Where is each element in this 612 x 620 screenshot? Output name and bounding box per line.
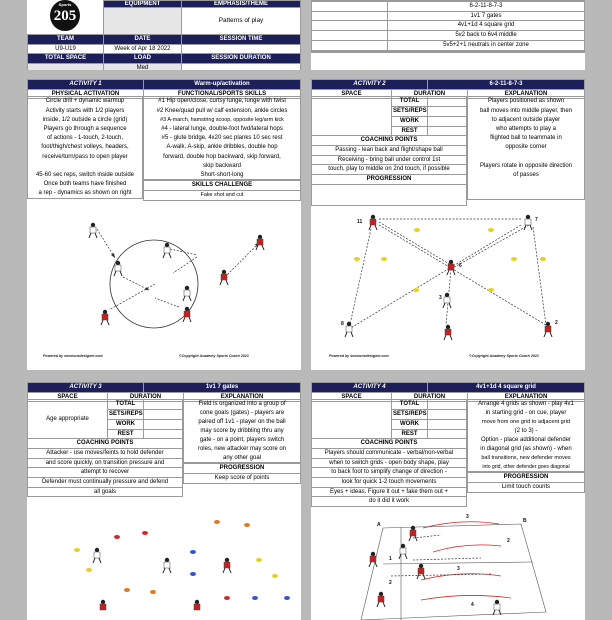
rest-label: REST	[392, 126, 428, 136]
session-time-label: SESSION TIME	[182, 35, 301, 45]
player-icon	[101, 310, 109, 325]
load-label: LOAD	[104, 54, 182, 64]
activity-1-name: Warm-up/activation	[144, 80, 301, 90]
activity-3-explanation: Field is organized into a group of cone goals (gates) - players are paired off 1v1 - player on the ball may score by dribbling thru any gate - on a point, players switch roles, new attacker may score on any other goal	[183, 399, 301, 463]
player-icon	[194, 600, 200, 610]
equipment-header: EQUIPMENT	[104, 1, 182, 8]
player-icon	[163, 558, 171, 573]
coaching-line: Players should communicate - verbal/non-verbal	[312, 448, 467, 458]
rest-label: REST	[108, 429, 144, 439]
header-left	[27, 0, 301, 70]
grid-label: 4	[471, 602, 474, 608]
activity-1-title: ACTIVITY 1	[28, 80, 144, 90]
plan-line: 6-2-11-8-7-3	[388, 2, 585, 12]
coaching-points-label: COACHING POINTS	[312, 439, 467, 449]
progression-label: PROGRESSION	[184, 464, 301, 474]
rest-label: REST	[392, 429, 428, 439]
plan-line: 5v5+2+1 neutrals in center zone	[388, 40, 585, 50]
activity-3-panel	[27, 382, 301, 620]
players	[89, 223, 264, 325]
credit-left: Powered by sessionsdesigner.com	[43, 354, 103, 358]
total-label: TOTAL	[392, 400, 428, 410]
total-space-label: TOTAL SPACE	[28, 54, 104, 64]
session-time-value	[182, 44, 301, 54]
position-label: 6	[459, 263, 462, 269]
coaching-line: look for quick 1-2 touch movements	[312, 478, 467, 488]
players	[369, 526, 501, 615]
grid-label: 2	[389, 580, 392, 586]
position-label: 2	[555, 320, 558, 326]
session-duration-label: SESSION DURATION	[182, 54, 301, 64]
header-info-table	[27, 34, 301, 70]
coaching-points-label: COACHING POINTS	[312, 136, 467, 146]
duration-label: DURATION	[108, 392, 184, 402]
activity-3-title: ACTIVITY 3	[28, 383, 144, 393]
logo-top-text: Sports	[58, 2, 72, 7]
skills-challenge-value: Fake shot and cut	[144, 191, 301, 201]
sets-label: SETS/REPS	[392, 410, 428, 420]
work-label: WORK	[392, 116, 428, 126]
players	[93, 548, 231, 610]
coaching-line: to back foot to simplify change of direction -	[312, 468, 467, 478]
credit-right: ©Copyright Academy Sports Coach 2021	[469, 354, 539, 358]
coaching-line: Receiving - bring ball under control 1st	[312, 155, 467, 165]
coaching-line: all goals	[28, 487, 183, 497]
header-top-table	[103, 0, 301, 36]
grid-label: 2	[507, 538, 510, 544]
activity-4-diagram	[321, 510, 577, 620]
credit-right: ©Copyright Academy Sports Coach 2021	[179, 354, 249, 358]
duration-label: DURATION	[392, 392, 468, 402]
coaching-line: attempt to recover	[28, 468, 183, 478]
player-icon	[89, 223, 97, 238]
activity-4-name: 4v1+1d 4 square grid	[428, 383, 585, 393]
emphasis-header: EMPHASIS/THEME	[182, 1, 301, 8]
player-icon	[399, 544, 407, 559]
coaching-line: do it did it work	[312, 497, 467, 507]
functional-skills-label: FUNCTIONAL/SPORTS SKILLS	[144, 89, 301, 99]
player-icon	[93, 548, 101, 563]
coaching-line: Attacker - use moves/feints to hold defender	[28, 448, 183, 458]
coaching-line: Defender must continually pressure and defend	[28, 478, 183, 488]
emphasis-value: Patterns of play	[182, 8, 301, 36]
player-icon	[369, 215, 377, 230]
player-icon	[183, 286, 191, 301]
date-label: DATE	[104, 35, 182, 45]
load-value: Med	[104, 64, 182, 70]
progression-value: Keep score of points	[184, 474, 301, 484]
player-icon	[223, 558, 231, 573]
activity-4-title: ACTIVITY 4	[312, 383, 428, 393]
player-icon	[417, 564, 425, 579]
player-icon	[524, 215, 532, 230]
space-label: SPACE	[28, 392, 108, 402]
player-icon	[220, 270, 228, 285]
sets-label: SETS/REPS	[392, 107, 428, 117]
duration-label: DURATION	[392, 89, 468, 99]
player-icon	[256, 235, 264, 250]
progression-value: Limit touch counts	[468, 483, 585, 493]
grid-label: A	[377, 522, 381, 528]
functional-skills-text: #1 Hip open/close, curtsy lunge, lunge with twist #2 Knee/quad pull w/ calf extension, ankle circles #3 A-march, hamstring scoop, opposite leg/arm kick #4 - lateral lunge, double-foot fwd/lateral hops #5 - glute bridge, 4x20 sec planks 10 sec rest A-walk, A-skip, ankle dribbles, double hop forward, double hop backward, skip forward, skip backward Short-short-long	[143, 96, 301, 180]
total-space-value	[28, 64, 104, 70]
session-plan-list	[311, 0, 585, 53]
activity-2-title: ACTIVITY 2	[312, 80, 428, 90]
grid-label: 1	[389, 556, 392, 562]
position-label: 11	[357, 219, 363, 225]
plan-line: 4v1+1d 4 square grid	[388, 21, 585, 31]
position-label: 3	[439, 295, 442, 301]
logo-number: 205	[53, 8, 77, 24]
activity-4-panel	[311, 382, 585, 620]
plan-line: 5v2 back to 6v4 middle	[388, 31, 585, 41]
space-value: Age appropriate	[28, 400, 108, 439]
grid-label: 3	[466, 514, 469, 520]
session-duration-value	[182, 64, 301, 70]
physical-activation-text: Circle drill + dynamic warmup Activity starts with 1/2 players inside, 1/2 outside a circle (grid) Players go through a sequence of actions - 1-touch, 2-touch, foot/thigh/chest volleys, headers, receive/turn/pass to open player 45-60 sec reps, switch inside outside Once both teams have finished a rep - dynamics as shown on right	[27, 96, 143, 199]
player-icon	[377, 592, 385, 607]
player-icon	[444, 325, 452, 340]
coaching-line: and score quickly, on transition pressure and	[28, 458, 183, 468]
work-label: WORK	[392, 419, 428, 429]
header-right	[311, 0, 585, 70]
cones	[354, 228, 546, 292]
space-value	[312, 400, 392, 439]
player-icon	[493, 600, 501, 615]
activity-2-name: 6-2-11-8-7-3	[428, 80, 585, 90]
total-label: TOTAL	[392, 97, 428, 107]
explanation-label: EXPLANATION	[468, 89, 585, 99]
explanation-label: EXPLANATION	[468, 392, 585, 402]
coaching-line: Passing - lean back and flight/shape ball	[312, 145, 467, 155]
position-label: 7	[535, 217, 538, 223]
player-icon	[100, 600, 106, 610]
player-icon	[345, 322, 353, 337]
arrow-heads	[111, 243, 259, 290]
space-label: SPACE	[312, 392, 392, 402]
grid-lines	[361, 524, 546, 620]
grid-label: B	[523, 518, 527, 524]
sets-label: SETS/REPS	[108, 410, 144, 420]
player-icon	[369, 552, 377, 567]
activity-2-panel	[311, 79, 585, 370]
player-icon	[409, 526, 417, 541]
activity-3-name: 1v1 7 gates	[144, 383, 301, 393]
space-label: SPACE	[312, 89, 392, 99]
progression-label: PROGRESSION	[312, 175, 467, 185]
position-label: 8	[341, 321, 344, 327]
activity-3-diagram	[37, 510, 293, 620]
team-label: TEAM	[28, 35, 104, 45]
player-icon	[443, 293, 451, 308]
total-label: TOTAL	[108, 400, 144, 410]
player-icon	[544, 322, 552, 337]
gates	[74, 520, 290, 600]
work-label: WORK	[108, 419, 144, 429]
coaching-line: when to switch grids - open body shape, play	[312, 458, 467, 468]
credit-left: Powered by sessionsdesigner.com	[329, 354, 389, 358]
equipment-value	[104, 8, 182, 36]
coaching-points-label: COACHING POINTS	[28, 439, 183, 449]
grid-label: 3	[457, 566, 460, 572]
activity-1-panel	[27, 79, 301, 370]
activity-2-diagram	[321, 207, 577, 367]
space-value	[312, 97, 392, 136]
explanation-label: EXPLANATION	[184, 392, 301, 402]
team-value: U9-U19	[28, 44, 104, 54]
activity-4-explanation: Arrange 4 grids as shown - play 4v1 in starting grid - on cue, player move from one grid to adjacent grid (2 to 3) - Option - place additional defender in diagonal grid (as shown) - when ball transitions, new defender moves into grid, other defender goes diagonal	[467, 399, 585, 472]
players	[345, 215, 552, 340]
logo	[27, 0, 103, 34]
coaching-line: touch, play to middle on 2nd touch, if possible	[312, 165, 467, 175]
activity-1-diagram	[37, 205, 293, 367]
progression-label: PROGRESSION	[468, 473, 585, 483]
plan-line: 1v1 7 gates	[388, 11, 585, 21]
date-value: Week of Apr 18 2022	[104, 44, 182, 54]
skills-challenge-label: SKILLS CHALLENGE	[144, 181, 301, 191]
physical-activation-label: PHYSICAL ACTIVATION	[28, 89, 144, 99]
movement-arrows	[421, 522, 511, 600]
activity-2-explanation: Players positioned as shown ball moves into middle player, then to adjacent outside player who attempts to play a flighted ball to teammate in opposite corner Players rotate in opposite direction of passes	[467, 96, 585, 200]
coaching-line: Eyes + ideas. Figure it out + fake them out +	[312, 487, 467, 497]
player-icon	[163, 243, 171, 258]
